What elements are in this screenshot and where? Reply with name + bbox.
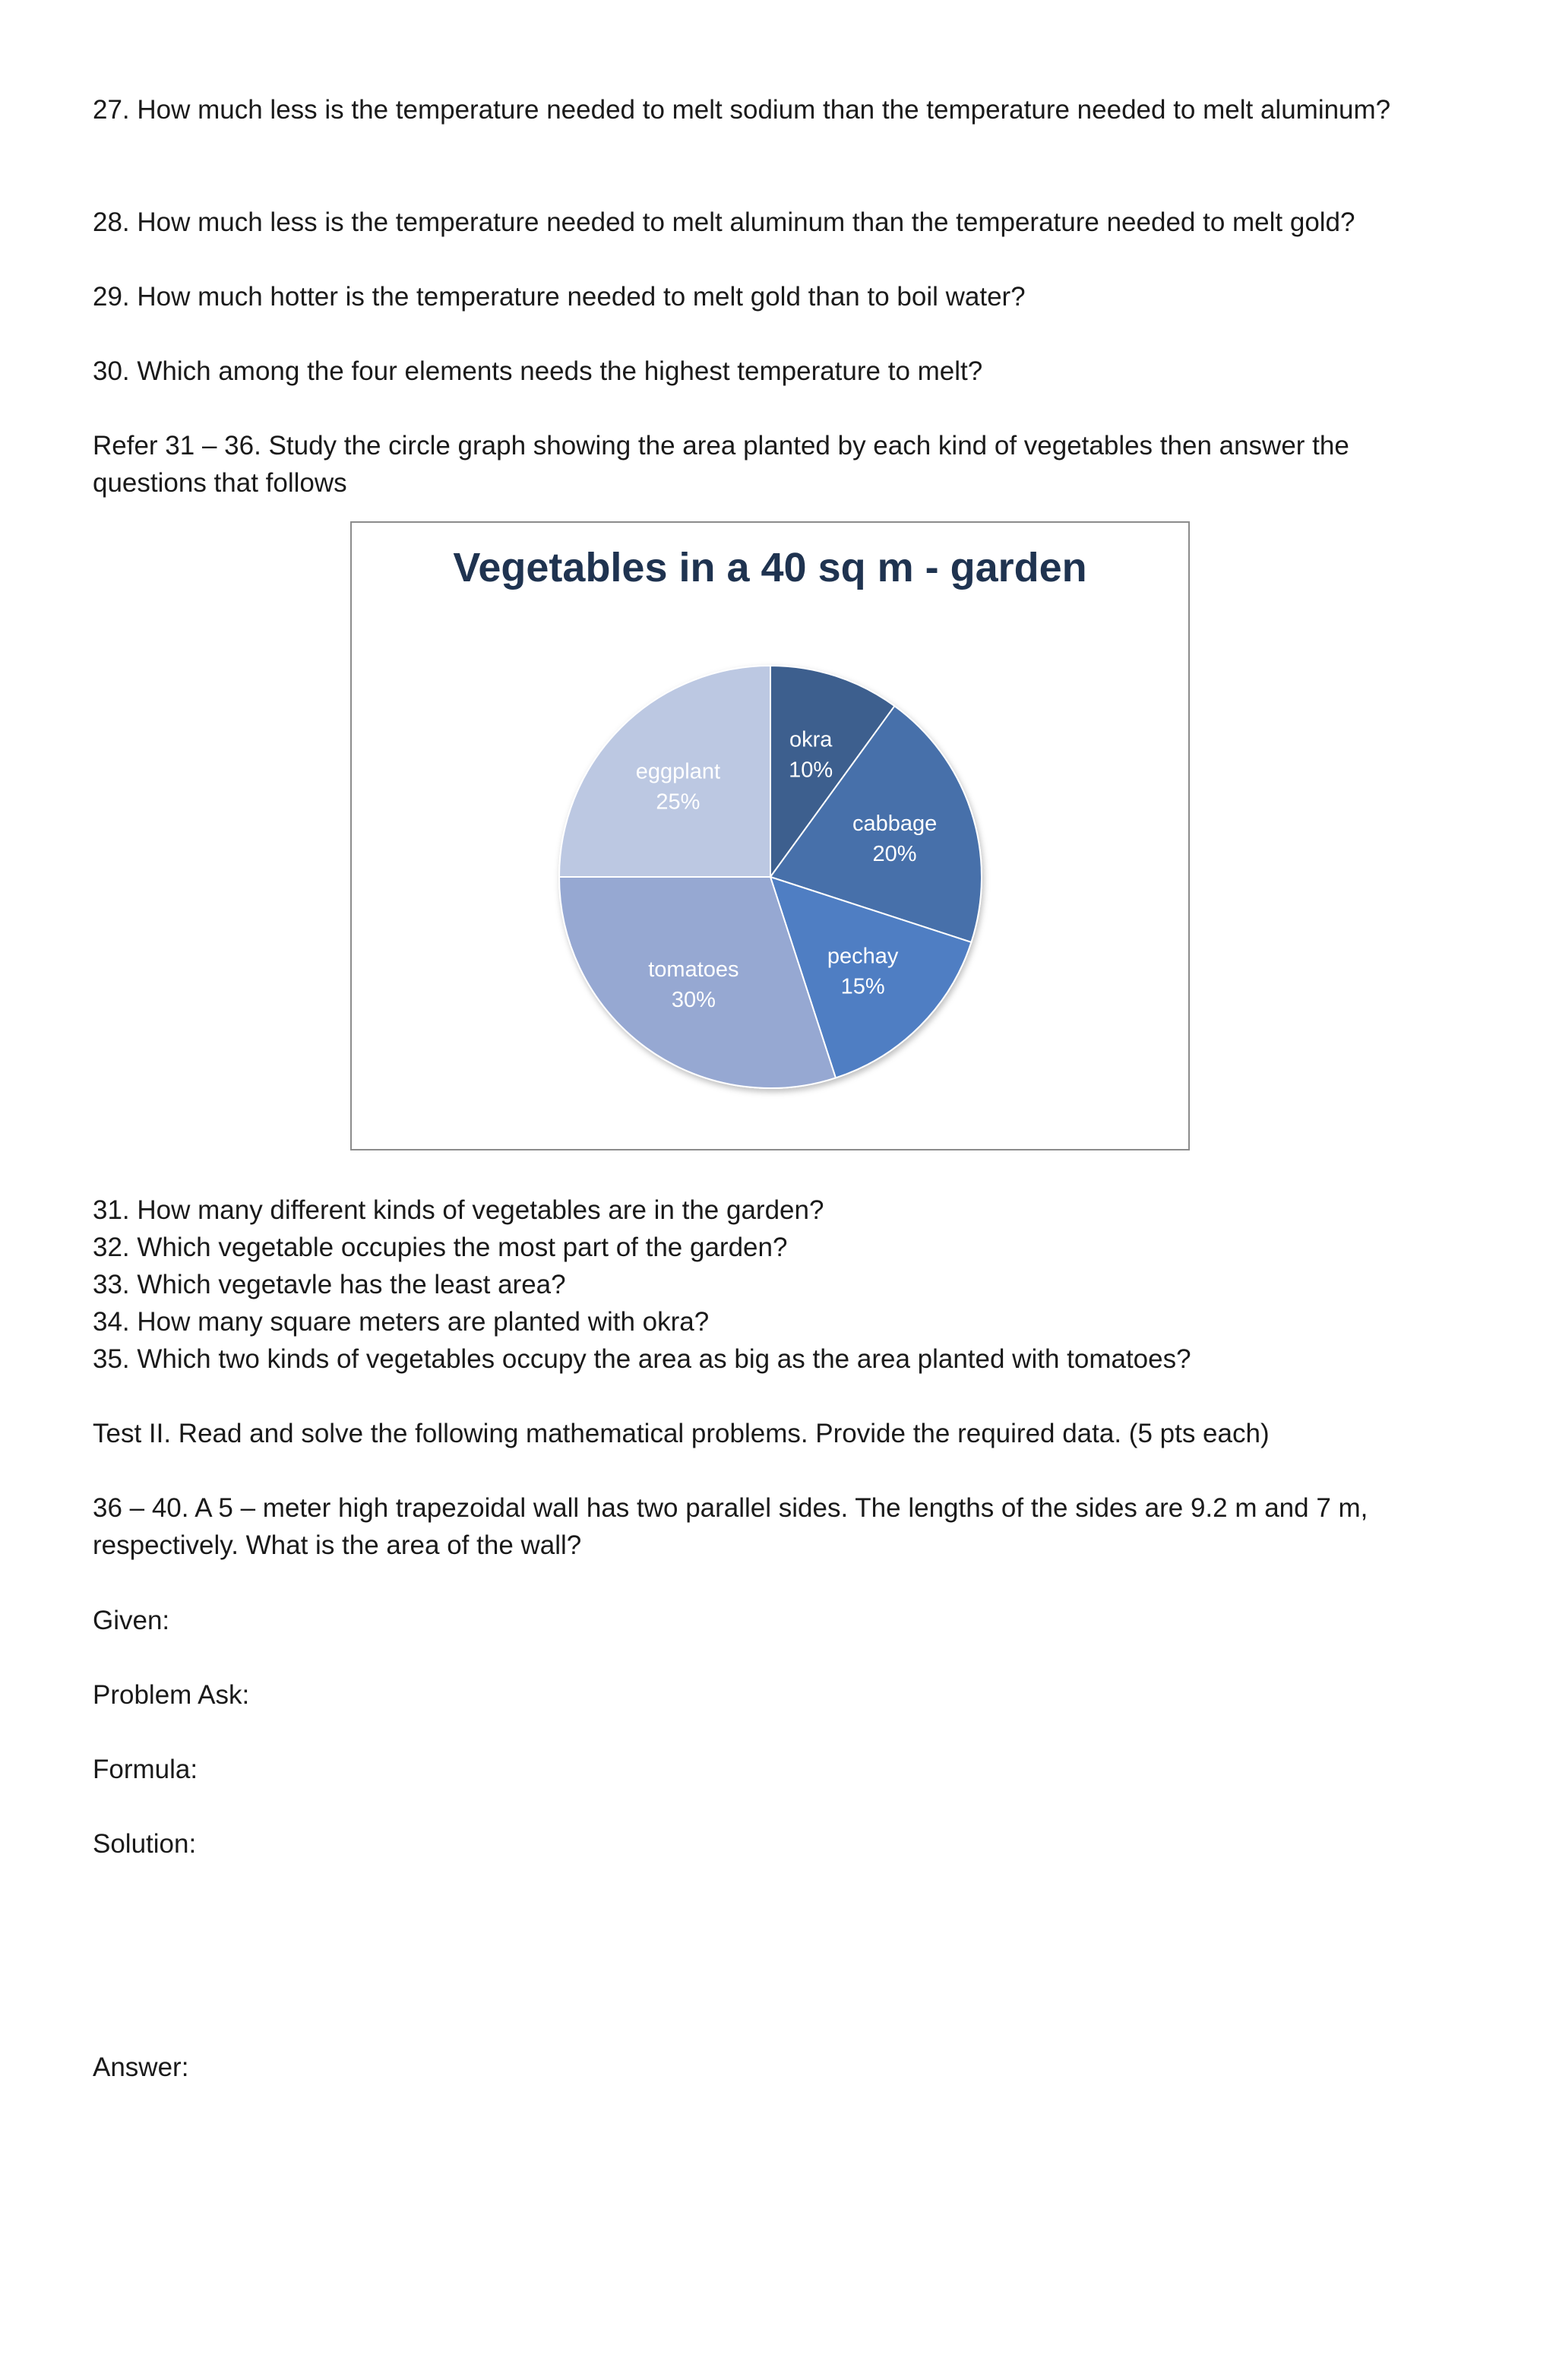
slice-value-tomatoes: 30%	[671, 988, 716, 1013]
refer-instructions: Refer 31 – 36. Study the circle graph showing the area planted by each kind of vegetables then answer the questions that follows	[93, 431, 1349, 498]
answer-label: Answer:	[93, 2052, 189, 2082]
slice-value-eggplant: 25%	[656, 790, 701, 815]
formula-label: Formula:	[93, 1755, 198, 1784]
question-27: 27. How much less is the temperature needed to melt sodium than the temperature needed to melt aluminum?	[93, 95, 1391, 125]
pie-chart	[350, 521, 1190, 1150]
question-29: 29. How much hotter is the temperature needed to melt gold than to boil water?	[93, 282, 1026, 312]
slice-value-cabbage: 20%	[872, 841, 917, 866]
slice-label-okra: okra	[789, 727, 833, 752]
question-32: 32. Which vegetable occupies the most part of the garden?	[93, 1233, 788, 1262]
solution-label: Solution:	[93, 1829, 197, 1859]
problem-ask-label: Problem Ask:	[93, 1680, 250, 1710]
question-28: 28. How much less is the temperature needed to melt aluminum than the temperature needed to melt gold?	[93, 207, 1355, 237]
question-30: 30. Which among the four elements needs the highest temperature to melt?	[93, 356, 983, 386]
slice-label-tomatoes: tomatoes	[648, 957, 739, 983]
slice-label-eggplant: eggplant	[635, 759, 721, 784]
slice-label-cabbage: cabbage	[852, 811, 938, 836]
question-31: 31. How many different kinds of vegetables are in the garden?	[93, 1195, 824, 1225]
slice-value-pechay: 15%	[840, 974, 885, 999]
problem-36-40: 36 – 40. A 5 – meter high trapezoidal wall has two parallel sides. The lengths of the sides are 9.2 m and 7 m, respectively. What is the area of the wall?	[93, 1493, 1368, 1560]
chart-title: Vegetables in a 40 sq m - garden	[453, 545, 1087, 590]
question-33: 33. Which vegetavle has the least area?	[93, 1270, 566, 1299]
question-35: 35. Which two kinds of vegetables occupy the area as big as the area planted with tomatoes?	[93, 1344, 1191, 1374]
pie-chart-svg	[352, 523, 1188, 1149]
slice-label-pechay: pechay	[827, 944, 899, 969]
test-2-heading: Test II. Read and solve the following mathematical problems. Provide the required data. (5 pts each)	[93, 1419, 1270, 1448]
question-34: 34. How many square meters are planted with okra?	[93, 1307, 710, 1337]
given-label: Given:	[93, 1606, 170, 1635]
slice-value-okra: 10%	[789, 758, 833, 783]
